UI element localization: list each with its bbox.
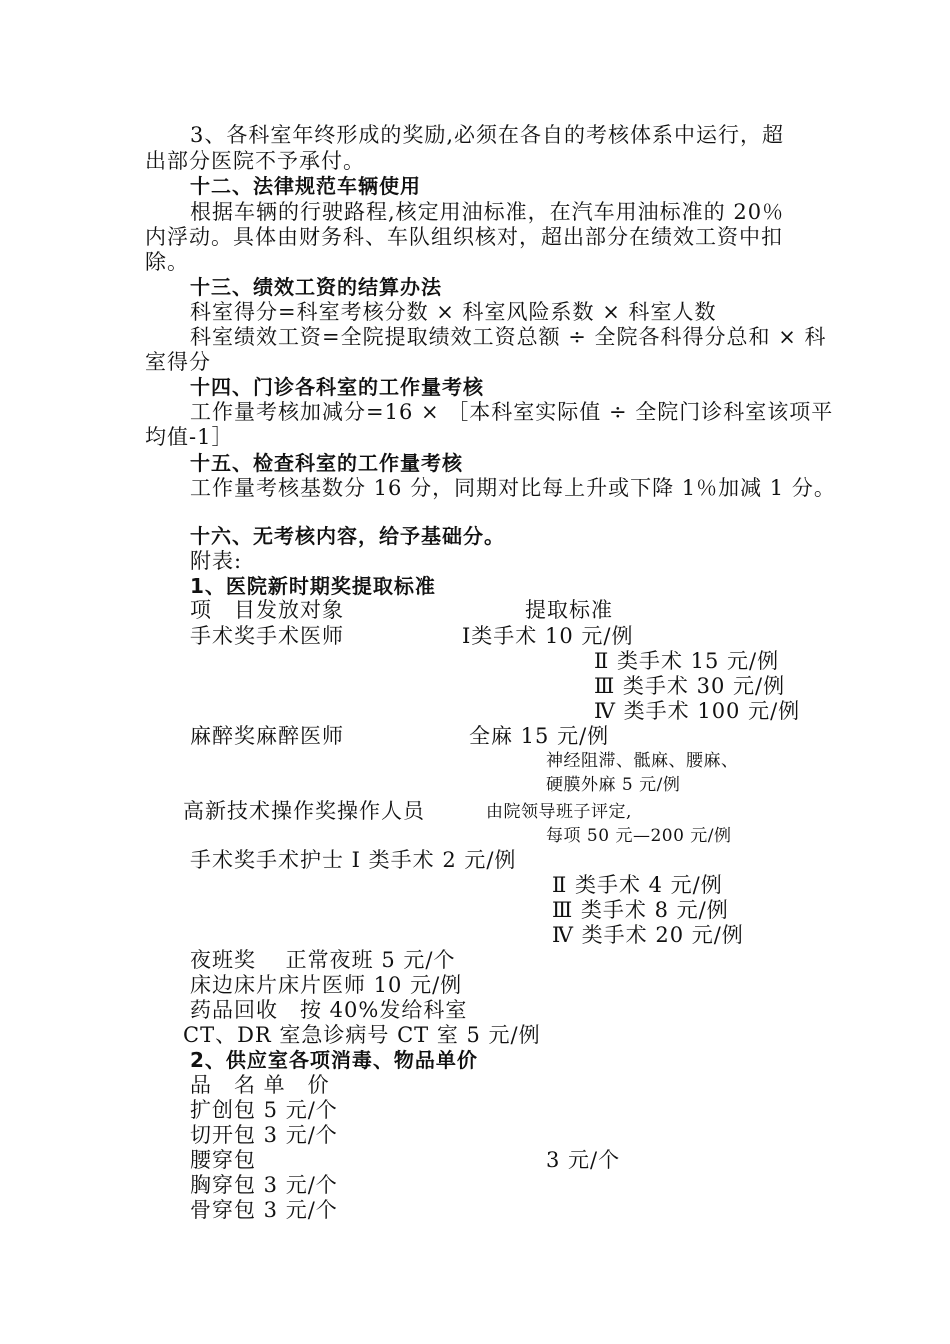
section-13-formula2-line2: 室得分 [145, 350, 211, 374]
section-16-heading: 十六、无考核内容，给予基础分。 [190, 524, 505, 548]
appendix-label: 附表: [190, 549, 243, 573]
anesthesia-rate-2: 神经阻滞、骶麻、腰麻、 [546, 751, 739, 771]
section-12-line2: 内浮动。具体由财务科、车队组织核对，超出部分在绩效工资中扣 [145, 225, 783, 249]
supply-item: 腰穿包 [190, 1148, 256, 1172]
supply-item: 扩创包 5 元/个 [190, 1098, 338, 1122]
section-13-formula1: 科室得分=科室考核分数 × 科室风险系数 × 科室人数 [190, 300, 717, 324]
section-14-line1: 工作量考核加减分=16 × ［本科室实际值 ÷ 全院门诊科室该项平 [190, 400, 834, 424]
bedside-film-row: 床边床片床片医师 10 元/例 [190, 973, 463, 997]
supply-item: 胸穿包 3 元/个 [190, 1173, 338, 1197]
surgery-doctor-rate-4: Ⅳ 类手术 100 元/例 [594, 699, 801, 723]
table1-header-right: 提取标准 [525, 598, 613, 622]
section-12-heading: 十二、法律规范车辆使用 [190, 174, 421, 198]
supply-item-price: 3 元/个 [546, 1148, 621, 1172]
night-shift-row: 夜班奖 正常夜班 5 元/个 [190, 948, 456, 972]
surgery-nurse-row: 手术奖手术护士 Ⅰ 类手术 2 元/例 [190, 848, 517, 872]
hightech-rate-1: 由院领导班子评定, [486, 802, 632, 822]
table2-title: 2、供应室各项消毒、物品单价 [190, 1048, 478, 1072]
anesthesia-rate-1: 全麻 15 元/例 [469, 724, 610, 748]
section-13-formula2-line1: 科室绩效工资=全院提取绩效工资总额 ÷ 全院各科得分总和 × 科 [190, 325, 827, 349]
bonus-rule-line2: 出部分医院不予承付。 [145, 149, 365, 173]
anesthesia-label: 麻醉奖麻醉医师 [190, 724, 344, 748]
section-12-line1: 根据车辆的行驶路程,核定用油标准，在汽车用油标准的 20％ [190, 200, 785, 224]
table2-header: 品 名 单 价 [190, 1073, 330, 1097]
surgery-doctor-rate-3: Ⅲ 类手术 30 元/例 [594, 674, 786, 698]
surgery-doctor-rate-1: Ⅰ类手术 10 元/例 [462, 624, 634, 648]
ct-dr-row: CT、DR 室急诊病号 CT 室 5 元/例 [183, 1023, 541, 1047]
section-14-line2: 均值-1］ [145, 425, 234, 449]
supply-item: 骨穿包 3 元/个 [190, 1198, 338, 1222]
surgery-nurse-rate-3: Ⅲ 类手术 8 元/例 [552, 898, 729, 922]
section-13-heading: 十三、绩效工资的结算办法 [190, 275, 442, 299]
bonus-rule-line1: 3、各科室年终形成的奖励,必须在各自的考核体系中运行，超 [190, 123, 785, 147]
hightech-label: 高新技术操作奖操作人员 [183, 799, 425, 823]
surgery-nurse-rate-2: Ⅱ 类手术 4 元/例 [552, 873, 723, 897]
surgery-nurse-rate-4: Ⅳ 类手术 20 元/例 [552, 923, 744, 947]
section-12-line3: 除。 [145, 250, 189, 274]
hightech-rate-2: 每项 50 元—200 元/例 [546, 826, 732, 846]
anesthesia-rate-3: 硬膜外麻 5 元/例 [546, 775, 681, 795]
section-15-line1: 工作量考核基数分 16 分，同期对比每上升或下降 1％加减 1 分。 [190, 476, 836, 500]
surgery-doctor-label: 手术奖手术医师 [190, 624, 344, 648]
supply-item: 切开包 3 元/个 [190, 1123, 338, 1147]
surgery-doctor-rate-2: Ⅱ 类手术 15 元/例 [594, 649, 780, 673]
table1-header-left: 项 目发放对象 [190, 598, 344, 622]
drug-recovery-row: 药品回收 按 40%发给科室 [190, 998, 468, 1022]
section-15-heading: 十五、检查科室的工作量考核 [190, 451, 463, 475]
table1-title: 1、医院新时期奖提取标准 [190, 574, 436, 598]
section-14-heading: 十四、门诊各科室的工作量考核 [190, 375, 484, 399]
